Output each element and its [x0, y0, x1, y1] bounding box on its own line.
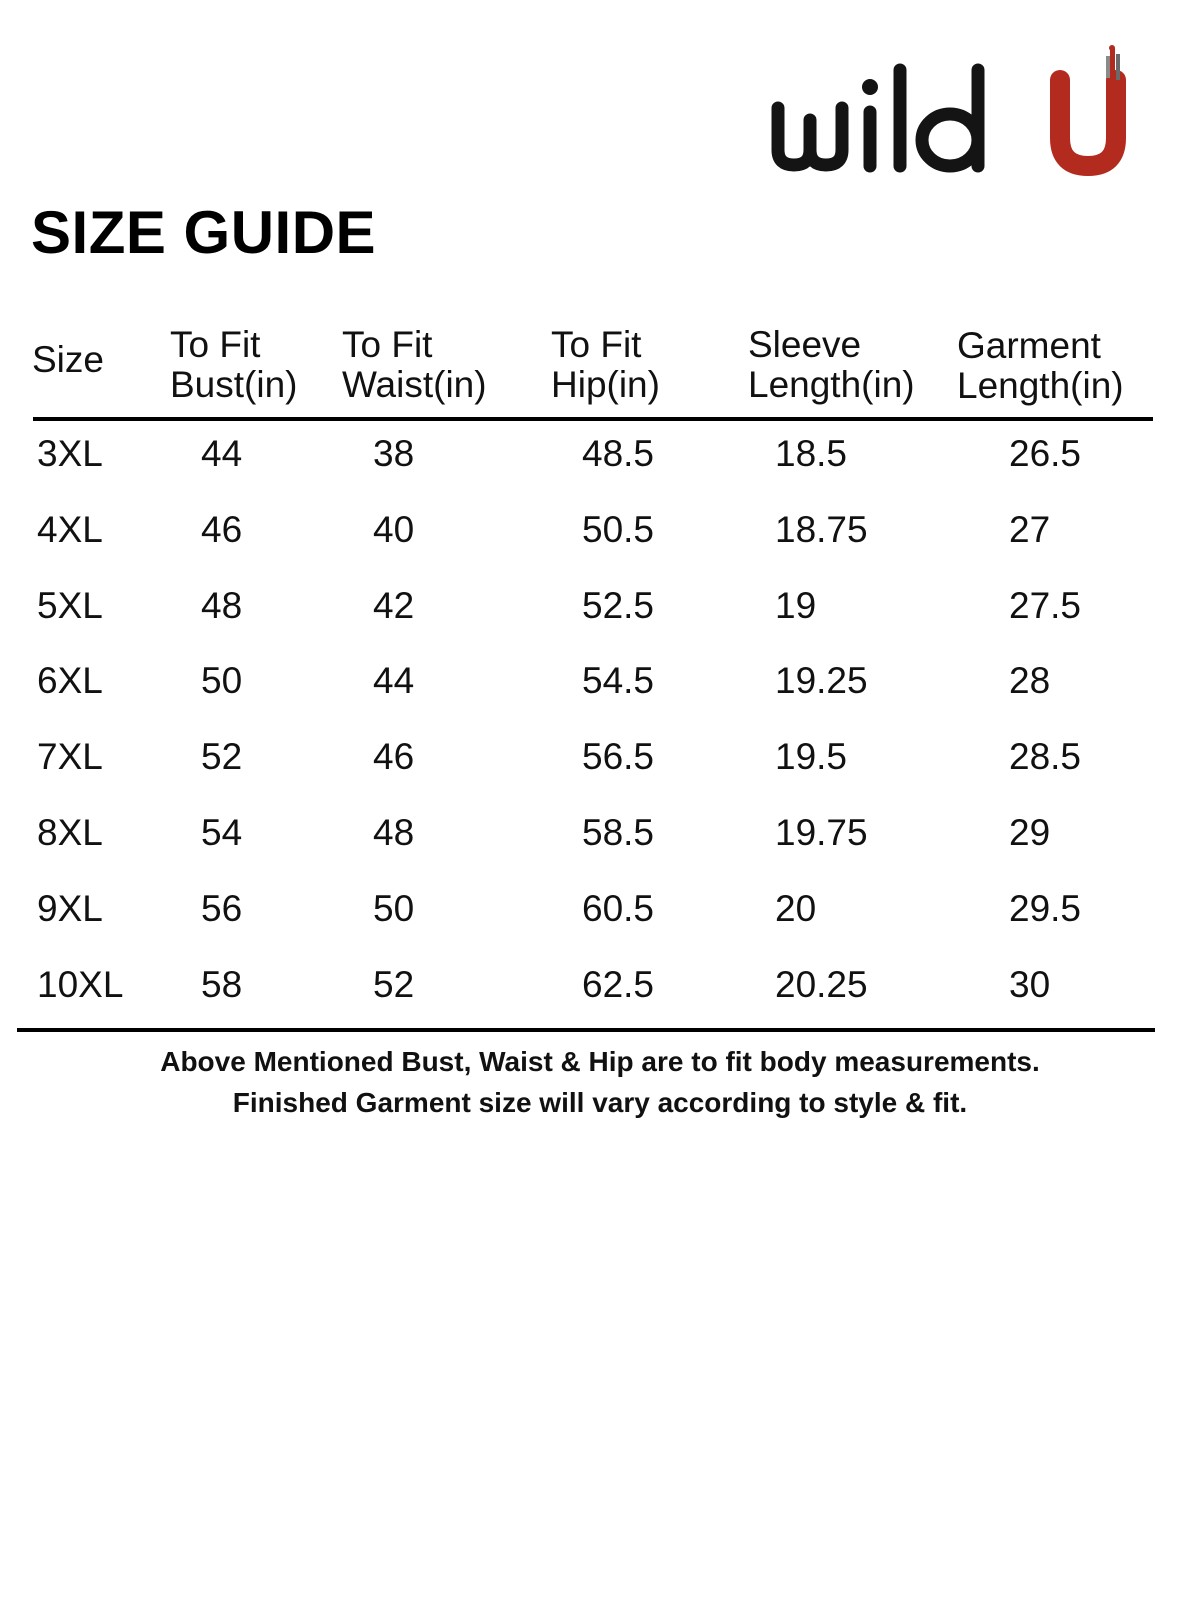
- cell-hip: 48.5: [582, 433, 655, 474]
- cell-garment-length: 27: [1009, 509, 1051, 550]
- column-header-line1: To Fit: [551, 324, 642, 365]
- column-header-hip: [551, 325, 660, 405]
- cell-size: 3XL: [37, 433, 103, 474]
- column-header-line2: Length(in): [748, 364, 915, 405]
- cell-sleeve-length: 20: [775, 888, 817, 929]
- cell-waist: 52: [373, 964, 415, 1005]
- cell-hip: 54.5: [582, 660, 655, 701]
- cell-size: 7XL: [37, 736, 103, 777]
- cell-bust: 46: [201, 509, 243, 550]
- column-header-size: [32, 340, 104, 380]
- note-line-1: Above Mentioned Bust, Waist & Hip are to fit body measurements.: [160, 1046, 1040, 1077]
- cell-waist: 48: [373, 812, 415, 853]
- cell-waist: 46: [373, 736, 415, 777]
- cell-sleeve-length: 18.75: [775, 509, 868, 550]
- cell-waist: 44: [373, 660, 415, 701]
- cell-garment-length: 27.5: [1009, 585, 1082, 626]
- cell-bust: 56: [201, 888, 243, 929]
- cell-sleeve-length: 19.75: [775, 812, 868, 853]
- column-header-line1: Garment: [957, 325, 1101, 366]
- column-header-line2: Length(in): [957, 365, 1124, 406]
- cell-sleeve-length: 18.5: [775, 433, 848, 474]
- cell-bust: 52: [201, 736, 243, 777]
- cell-bust: 58: [201, 964, 243, 1005]
- cell-hip: 62.5: [582, 964, 655, 1005]
- column-header-line1: To Fit: [170, 324, 261, 365]
- cell-hip: 58.5: [582, 812, 655, 853]
- cell-bust: 48: [201, 585, 243, 626]
- cell-sleeve-length: 19.25: [775, 660, 868, 701]
- brand-logo: [770, 40, 1170, 190]
- cell-waist: 42: [373, 585, 415, 626]
- wild-u-logo-icon: [770, 40, 1170, 190]
- column-header-garment: [957, 326, 1124, 406]
- column-header-bust: [170, 325, 297, 405]
- cell-hip: 50.5: [582, 509, 655, 550]
- cell-waist: 50: [373, 888, 415, 929]
- column-header-line1: To Fit: [342, 324, 433, 365]
- column-header-line1: Sleeve: [748, 324, 862, 365]
- cell-hip: 56.5: [582, 736, 655, 777]
- cell-sleeve-length: 19: [775, 585, 817, 626]
- cell-garment-length: 29: [1009, 812, 1051, 853]
- cell-garment-length: 28.5: [1009, 736, 1082, 777]
- cell-bust: 44: [201, 433, 243, 474]
- cell-size: 8XL: [37, 812, 103, 853]
- cell-hip: 52.5: [582, 585, 655, 626]
- cell-waist: 40: [373, 509, 415, 550]
- cell-size: 6XL: [37, 660, 103, 701]
- cell-garment-length: 28: [1009, 660, 1051, 701]
- cell-sleeve-length: 19.5: [775, 736, 848, 777]
- cell-waist: 38: [373, 433, 415, 474]
- column-header-waist: [342, 325, 487, 405]
- cell-bust: 54: [201, 812, 243, 853]
- cell-size: 9XL: [37, 888, 103, 929]
- header-divider: [33, 417, 1153, 421]
- cell-size: 10XL: [37, 964, 124, 1005]
- cell-garment-length: 29.5: [1009, 888, 1082, 929]
- column-header-sleeve: [748, 325, 915, 405]
- cell-hip: 60.5: [582, 888, 655, 929]
- footer-divider: [17, 1028, 1155, 1032]
- cell-garment-length: 30: [1009, 964, 1051, 1005]
- column-header-line2: Hip(in): [551, 364, 660, 405]
- cell-size: 4XL: [37, 509, 103, 550]
- note-line-2: Finished Garment size will vary according to style & fit.: [232, 1087, 968, 1118]
- cell-sleeve-length: 20.25: [775, 964, 868, 1005]
- column-header-line2: Waist(in): [342, 364, 487, 405]
- column-header-line2: Bust(in): [170, 364, 298, 405]
- cell-bust: 50: [201, 660, 243, 701]
- cell-garment-length: 26.5: [1009, 433, 1082, 474]
- cell-size: 5XL: [37, 585, 103, 626]
- page-title: SIZE GUIDE: [31, 199, 377, 266]
- column-header-line2: Size: [32, 339, 104, 380]
